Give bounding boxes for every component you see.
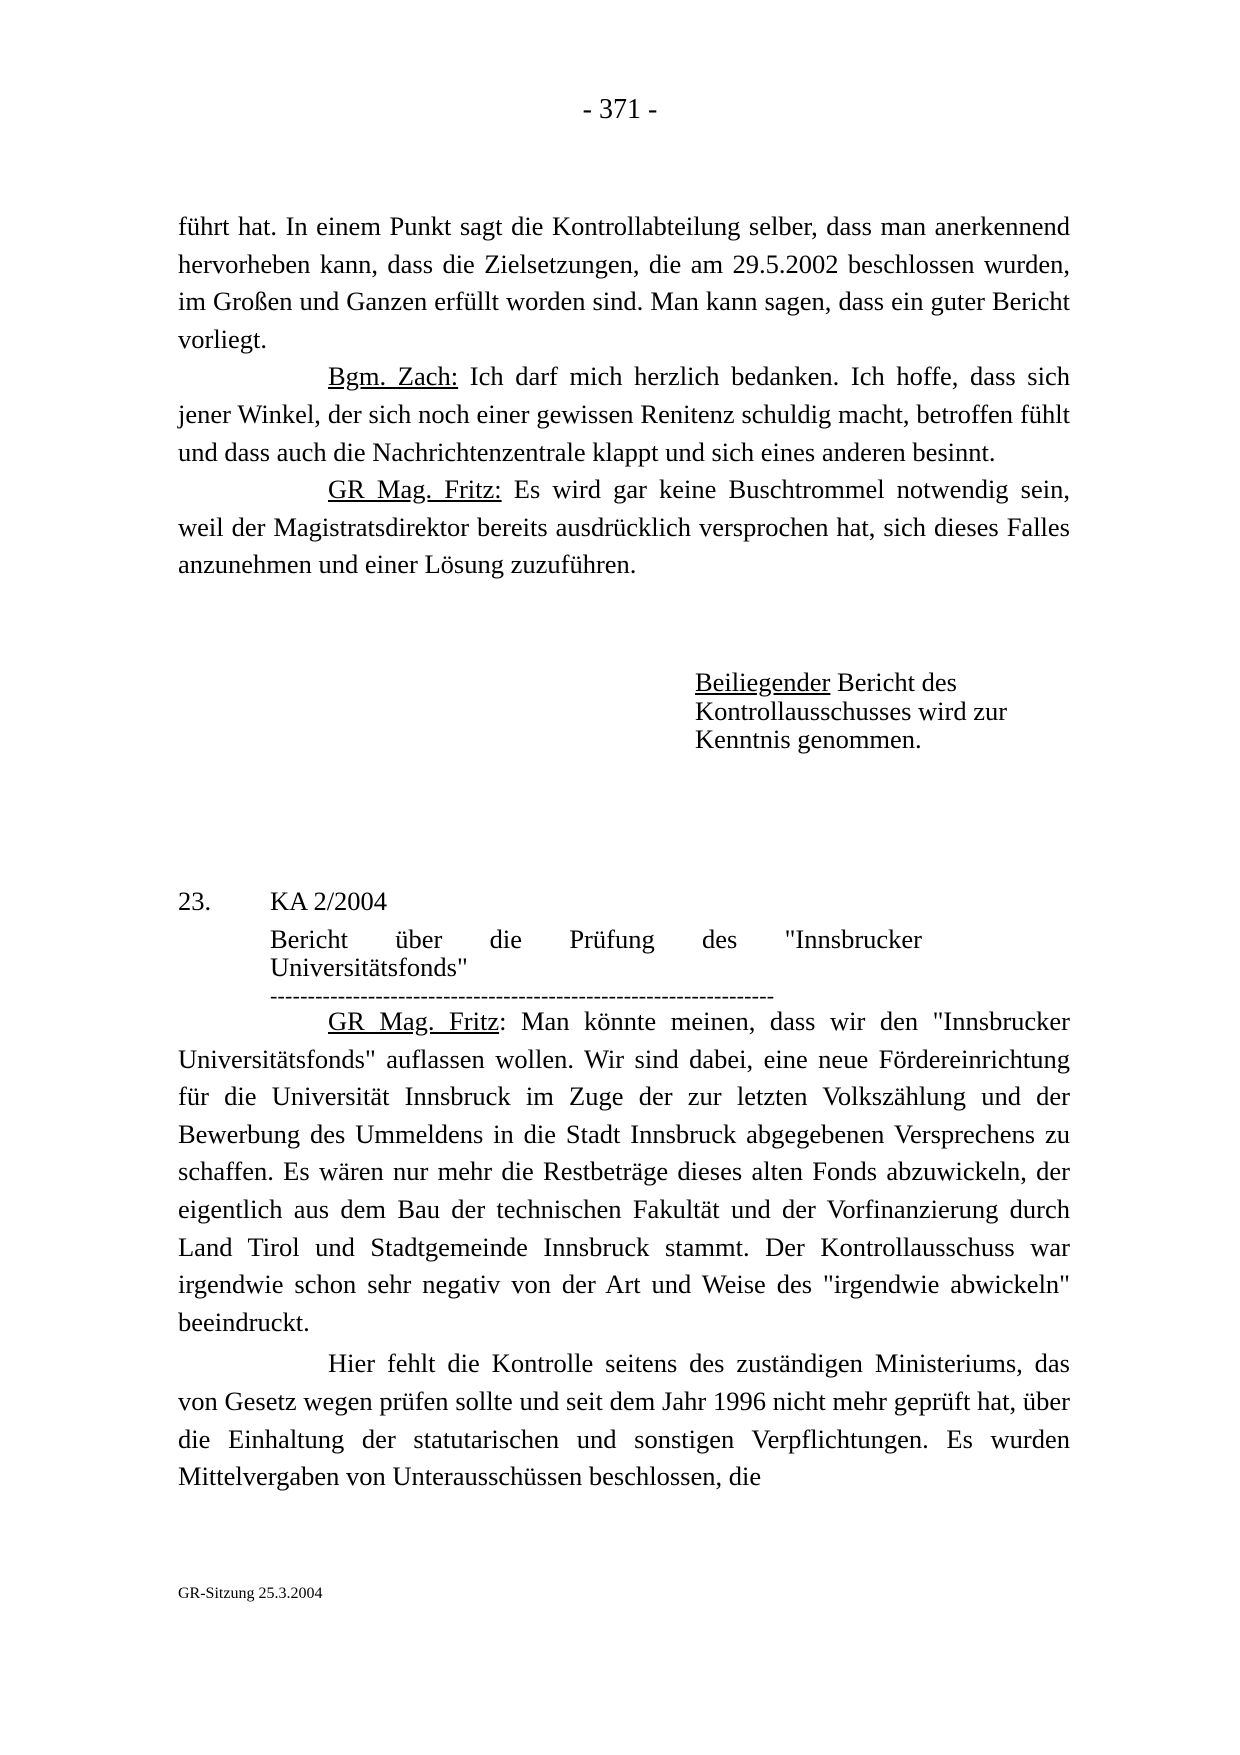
paragraph-text: Es wird gar keine Buschtrommel notwendig sein, weil der Magistratsdirektor bereits ausdrücklich versprochen hat, sich dieses Falles anzunehmen und einer Lösung zuzuführen.	[178, 474, 1070, 580]
paragraph-gr-fritz	[178, 471, 1070, 584]
page-footer: GR-Sitzung 25.3.2004	[178, 1585, 323, 1602]
page-number: - 371 -	[582, 94, 658, 125]
paragraph-text: : Man könnte meinen, dass wir den "Innsbrucker Universitätsfonds" auflassen wollen. Wir sind dabei, eine neue Fördereinrichtung für die Universität Innsbruck im Zuge der zur letzten Volkszählung und der Bewerbung des Ummeldens in die Stadt Innsbruck abgegebenen Versprechens zu schaffen. Es wären nur mehr die Restbeträge dieses alten Fonds abzuwickeln, der eigentlich aus dem Bau der technischen Fakultät und der Vorfinanzierung durch Land Tirol und Stadtgemeinde Innsbruck stammt. Der Kontrollausschuss war irgendwie schon sehr negativ von der Art und Weise des "irgendwie abwickeln" beeindruckt.	[178, 1006, 1070, 1337]
paragraph-bgm-zach	[178, 358, 1070, 471]
resolution-text: Bericht des Kontrollausschusses wird zur Kenntnis genommen.	[695, 667, 1008, 754]
speaker-name: GR Mag. Fritz:	[328, 474, 502, 505]
bottom-section	[178, 1003, 1070, 1496]
agenda-item-title: Bericht über die Prüfung des "Innsbrucker Universitätsfonds"	[270, 924, 922, 982]
top-section	[178, 208, 1070, 584]
paragraph-gr-fritz-fonds	[178, 1003, 1070, 1341]
agenda-item-code: KA 2/2004	[270, 886, 388, 916]
agenda-item-number: 23.	[178, 886, 212, 916]
paragraph-text: Ich darf mich herzlich bedanken. Ich hoffe, dass sich jener Winkel, der sich noch einer gewissen Renitenz schuldig macht, betroffen fühlt und dass auch die Nachrichtenzentrale klappt und sich eines anderen besinnt.	[178, 361, 1070, 467]
speaker-name: Bgm. Zach:	[328, 361, 459, 392]
resolution-note	[695, 668, 1065, 754]
agenda-item-divider: -------------------------------------------------------------------	[270, 984, 775, 1008]
speaker-name: GR Mag. Fritz	[328, 1006, 500, 1036]
paragraph-ministerium: Hier fehlt die Kontrolle seitens des zuständigen Ministeriums, das von Gesetz wegen prüfen sollte und seit dem Jahr 1996 nicht mehr geprüft hat, über die Einhaltung der statutarischen und sonstigen Verpflichtungen. Es wurden Mittelvergaben von Unterausschüssen beschlossen, die	[178, 1348, 1070, 1492]
resolution-lead: Beiliegender	[695, 667, 831, 697]
paragraph-continuation: führt hat. In einem Punkt sagt die Kontrollabteilung selber, dass man anerkennend hervorheben kann, dass die Zielsetzungen, die am 29.5.2002 beschlossen wurden, im Großen und Ganzen erfüllt worden sind. Man kann sagen, dass ein guter Bericht vorliegt.	[178, 211, 1070, 354]
